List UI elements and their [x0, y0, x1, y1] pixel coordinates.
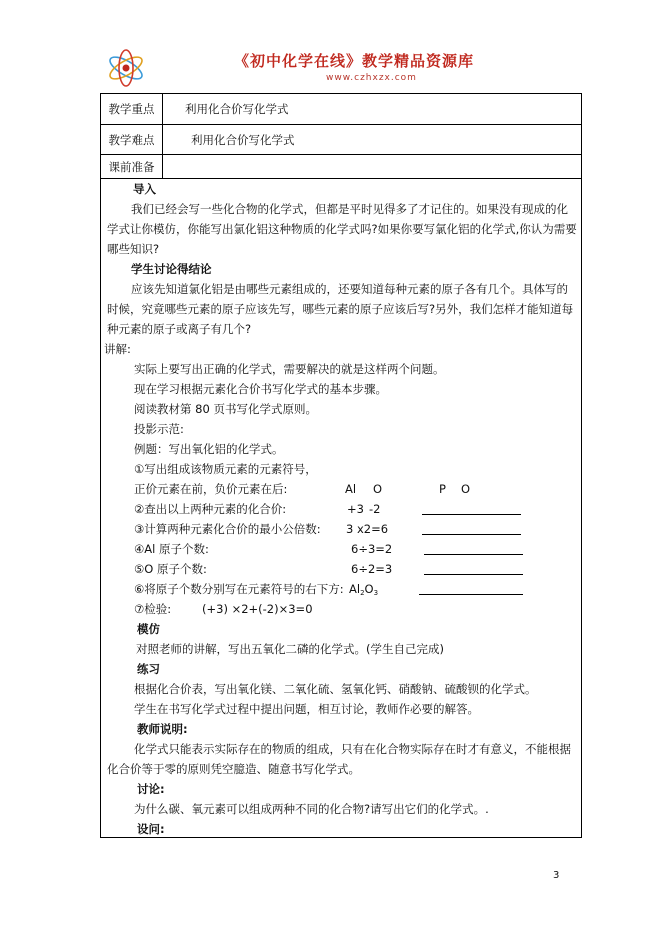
focus-value: 利用化合价写化学式	[163, 94, 582, 125]
projection-label: 投影示范:	[134, 422, 184, 436]
step-6-sub-2: 3	[373, 589, 379, 597]
atom-logo-icon	[104, 46, 148, 90]
step-6-row	[101, 579, 581, 599]
step-5-row	[101, 559, 581, 579]
row-focus	[101, 94, 582, 125]
difficulty-label: 教学难点	[101, 125, 163, 155]
lesson-body	[101, 179, 582, 838]
step-3-text: ③计算两种元素化合价的最小公倍数:	[134, 522, 321, 536]
step-7-value: (+3) ×2+(-2)×3=0	[202, 602, 313, 616]
step-5-value: 6÷2=3	[351, 562, 393, 576]
answer-line	[422, 514, 521, 515]
teacher-paragraph: 化学式只能表示实际存在的物质的组成，只有在化合物实际存在时才有意义，不能根据化合价等于零的原则凭空臆造、随意书写化学式。	[107, 742, 571, 776]
step-1-o2: O	[461, 482, 471, 496]
row-prep	[101, 155, 582, 179]
answer-line	[424, 574, 523, 575]
talk-text: 为什么碳、氧元素可以组成两种不同的化合物?请写出它们的化学式。.	[134, 802, 489, 816]
step-2-al: +3	[347, 502, 364, 516]
intro-heading: 导入	[133, 182, 156, 196]
step-1: ①写出组成该物质元素的元素符号，	[134, 462, 317, 476]
header-banner	[100, 42, 562, 92]
step-1b-row	[101, 479, 581, 499]
step-5-text: ⑤O 原子个数:	[134, 562, 207, 576]
step-6-o: O	[364, 582, 374, 596]
banner-url: www.czhxzx.com	[326, 73, 417, 83]
step-6-al: Al	[349, 582, 361, 596]
step-1-o: O	[373, 482, 383, 496]
question-heading: 设问:	[137, 822, 165, 836]
step-2-row	[101, 499, 581, 519]
imitate-text: 对照老师的讲解，写出五氧化二磷的化学式。(学生自己完成)	[136, 642, 444, 656]
step-2-o: -2	[369, 502, 381, 516]
step-1-p: P	[439, 482, 446, 496]
step-7-row	[101, 599, 581, 619]
step-4-value: 6÷3=2	[351, 542, 393, 556]
practice-line-2: 学生在书写化学式过程中提出问题，相互讨论，教师作必要的解答。	[134, 702, 479, 716]
explain-line-2: 现在学习根据元素化合价书写化学式的基本步骤。	[134, 382, 387, 396]
step-2-text: ②查出以上两种元素的化合价:	[134, 502, 287, 516]
explain-line-3: 阅读教材第 80 页书写化学式原则。	[134, 402, 317, 416]
intro-paragraph: 我们已经会写一些化合物的化学式，但都是平时见得多了才记住的。如果没有现成的化学式让你模仿，你能写出氯化铝这种物质的化学式吗?如果你要写氯化铝的化学式,你认为需要哪些知识?	[107, 202, 577, 256]
practice-line-1: 根据化合价表，写出氧化镁、二氧化硫、氢氧化钙、硝酸钠、硫酸钡的化学式。	[134, 682, 537, 696]
answer-line	[422, 534, 521, 535]
discuss-heading: 学生讨论得结论	[131, 262, 212, 276]
focus-label: 教学重点	[101, 94, 163, 125]
banner-title: 《初中化学在线》教学精品资源库	[234, 52, 475, 70]
discuss-paragraph: 应该先知道氯化铝是由哪些元素组成的，还要知道每种元素的原子各有几个。具体写的时候，究竟哪些元素的原子应该先写，哪些元素的原子应该后写?另外，我们怎样才能知道每种元素的原子或离子有几个?	[107, 282, 574, 336]
step-1-al: Al	[345, 482, 357, 496]
teacher-heading: 教师说明:	[137, 722, 188, 736]
row-difficulty	[101, 125, 582, 155]
prep-value	[163, 155, 582, 179]
row-body	[101, 179, 582, 838]
step-6-text: ⑥将原子个数分别写在元素符号的右下方:	[134, 582, 344, 596]
lesson-table	[100, 93, 582, 838]
step-1b-text: 正价元素在前，负价元素在后:	[134, 482, 288, 496]
page-number: 3	[553, 870, 560, 881]
example-line: 例题：写出氧化铝的化学式。	[134, 442, 284, 456]
answer-line	[419, 594, 523, 595]
step-4-text: ④Al 原子个数:	[134, 542, 209, 556]
step-6-sub-1: 2	[360, 589, 365, 597]
practice-heading: 练习	[137, 662, 160, 676]
step-3-row	[101, 519, 581, 539]
prep-label: 课前准备	[101, 155, 163, 179]
answer-line	[424, 554, 523, 555]
explain-line-1: 实际上要写出正确的化学式，需要解决的就是这样两个问题。	[134, 362, 445, 376]
step-4-row	[101, 539, 581, 559]
difficulty-value: 利用化合价写化学式	[163, 125, 582, 155]
imitate-heading: 模仿	[137, 622, 160, 636]
step-3-value: 3 x2=6	[346, 522, 389, 536]
talk-heading: 讨论:	[137, 782, 165, 796]
explain-label: 讲解:	[104, 342, 131, 356]
step-7-text: ⑦检验:	[134, 602, 172, 616]
